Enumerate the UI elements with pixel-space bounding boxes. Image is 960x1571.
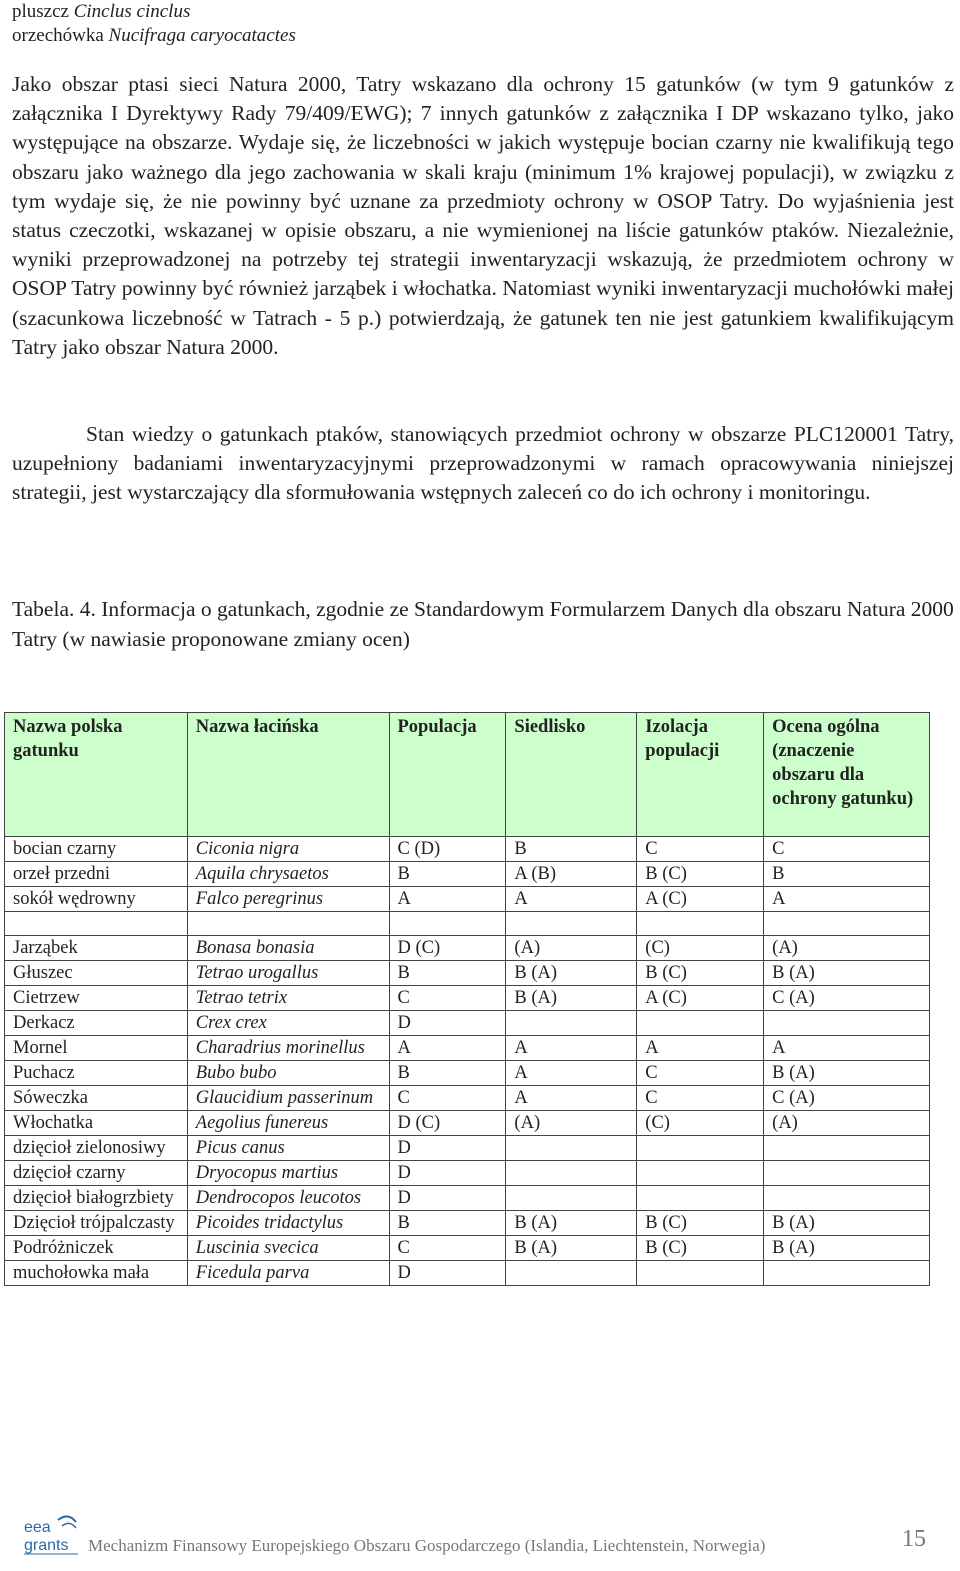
cell-latin-name: Bonasa bonasia	[187, 936, 389, 961]
cell-overall: C	[764, 837, 930, 862]
table-row	[5, 1186, 930, 1211]
cell-overall: A	[764, 1036, 930, 1061]
header-overall: Ocena ogólna (znaczenie obszaru dla ochrony gatunku)	[764, 713, 930, 837]
cell-latin-name: Ficedula parva	[187, 1261, 389, 1286]
cell-overall: B (A)	[764, 1211, 930, 1236]
species-table	[4, 712, 930, 1286]
cell-polish-name: bocian czarny	[5, 837, 188, 862]
cell-isolation	[637, 1161, 764, 1186]
table-row	[5, 1061, 930, 1086]
cell-overall	[764, 1261, 930, 1286]
cell-polish-name: muchołowka mała	[5, 1261, 188, 1286]
cell-population: D	[389, 1261, 506, 1286]
cell-latin-name: Falco peregrinus	[187, 887, 389, 912]
cell-habitat: A	[506, 1036, 637, 1061]
cell-isolation	[637, 1261, 764, 1286]
cell-habitat: A (B)	[506, 862, 637, 887]
cell-habitat: B (A)	[506, 961, 637, 986]
cell-latin-name: Luscinia svecica	[187, 1236, 389, 1261]
cell-isolation: A (C)	[637, 986, 764, 1011]
cell-population: C	[389, 1086, 506, 1111]
header-population: Populacja	[389, 713, 506, 837]
cell-isolation: (C)	[637, 936, 764, 961]
empty-cell	[5, 912, 188, 936]
empty-cell	[764, 912, 930, 936]
table-row	[5, 986, 930, 1011]
cell-habitat: (A)	[506, 936, 637, 961]
table-body	[5, 837, 930, 1286]
cell-isolation: C	[637, 1061, 764, 1086]
table-row	[5, 837, 930, 862]
table-row	[5, 1036, 930, 1061]
cell-population: B	[389, 961, 506, 986]
table-row	[5, 1161, 930, 1186]
cell-isolation: A (C)	[637, 887, 764, 912]
cell-population: B	[389, 862, 506, 887]
cell-overall: B (A)	[764, 1061, 930, 1086]
cell-polish-name: Sóweczka	[5, 1086, 188, 1111]
table-row	[5, 936, 930, 961]
cell-habitat: B (A)	[506, 1236, 637, 1261]
table-spacer-row	[5, 912, 930, 936]
cell-isolation: B (C)	[637, 1236, 764, 1261]
cell-habitat	[506, 1136, 637, 1161]
cell-overall: B (A)	[764, 1236, 930, 1261]
table-row	[5, 1261, 930, 1286]
cell-population: D (C)	[389, 936, 506, 961]
cell-population: C (D)	[389, 837, 506, 862]
cell-overall	[764, 1011, 930, 1036]
cell-polish-name: Cietrzew	[5, 986, 188, 1011]
table-row	[5, 1236, 930, 1261]
cell-population: D	[389, 1136, 506, 1161]
species-intro-list	[12, 0, 954, 48]
cell-habitat: B (A)	[506, 986, 637, 1011]
cell-polish-name: dzięcioł czarny	[5, 1161, 188, 1186]
empty-cell	[389, 912, 506, 936]
cell-latin-name: Bubo bubo	[187, 1061, 389, 1086]
cell-habitat	[506, 1261, 637, 1286]
species-line: pluszcz Cinclus cinclus	[12, 1, 191, 22]
cell-habitat	[506, 1186, 637, 1211]
logo-text-eea: eea	[24, 1519, 51, 1536]
header-latin-name: Nazwa łacińska	[187, 713, 389, 837]
cell-population: D (C)	[389, 1111, 506, 1136]
body-paragraph-2: Stan wiedzy o gatunkach ptaków, stanowiących przedmiot ochrony w obszarze PLC120001 Tatry, uzupełniony badaniami inwentaryzacyjnymi przeprowadzonymi w ramach opracowywania niniejszej strategii, jest wystarczający dla sformułowania wstępnych zaleceń co do ich ochrony i monitoringu.	[12, 422, 954, 505]
cell-population: B	[389, 1061, 506, 1086]
cell-isolation: C	[637, 1086, 764, 1111]
table-row	[5, 1111, 930, 1136]
cell-isolation: B (C)	[637, 1211, 764, 1236]
cell-isolation	[637, 1136, 764, 1161]
cell-overall: A	[764, 887, 930, 912]
cell-polish-name: Mornel	[5, 1036, 188, 1061]
empty-cell	[637, 912, 764, 936]
cell-isolation	[637, 1186, 764, 1211]
cell-polish-name: dzięcioł białogrzbiety	[5, 1186, 188, 1211]
cell-polish-name: Jarząbek	[5, 936, 188, 961]
cell-population: C	[389, 986, 506, 1011]
cell-latin-name: Aquila chrysaetos	[187, 862, 389, 887]
cell-latin-name: Aegolius funereus	[187, 1111, 389, 1136]
table-row	[5, 1086, 930, 1111]
table-row	[5, 862, 930, 887]
cell-latin-name: Ciconia nigra	[187, 837, 389, 862]
cell-habitat: A	[506, 887, 637, 912]
cell-habitat: A	[506, 1086, 637, 1111]
cell-latin-name: Crex crex	[187, 1011, 389, 1036]
cell-latin-name: Glaucidium passerinum	[187, 1086, 389, 1111]
cell-polish-name: Głuszec	[5, 961, 188, 986]
cell-polish-name: orzeł przedni	[5, 862, 188, 887]
cell-habitat: (A)	[506, 1111, 637, 1136]
cell-isolation: A	[637, 1036, 764, 1061]
cell-overall: (A)	[764, 936, 930, 961]
cell-latin-name: Picus canus	[187, 1136, 389, 1161]
body-paragraph-1: Jako obszar ptasi sieci Natura 2000, Tatry wskazano dla ochrony 15 gatunków (w tym 9 gatunków z załącznika I Dyrektywy Rady 79/409/EWG); 7 innych gatunków z załącznika I DP wskazano tylko, jako występujące na obszarze. Wydaje się, że liczebności w jakich występuje bocian czarny nie kwalifikują tego obszaru jako ważnego dla jego zachowania w skali kraju (minimum 1% krajowej populacji), w związku z tym wydaje się, że nie powinny być uznane za przedmioty ochrony w OSOP Tatry. Do wyjaśnienia jest status czeczotki, wskazanej w opisie obszaru, a nie wymienionej na liście gatunków ptaków. Niezależnie, wyniki przeprowadzonej na potrzeby tej strategii inwentaryzacji wskazują, że przedmiotem ochrony w OSOP Tatry powinny być również jarząbek i włochatka. Natomiast wyniki inwentaryzacji muchołówki małej (szacunkowa liczebność w Tatrach - 5 p.) potwierdzają, że gatunek ten nie jest gatunkiem kwalifikującym Tatry jako obszar Natura 2000.	[12, 72, 954, 359]
footer-text: Mechanizm Finansowy Europejskiego Obszaru Gospodarczego (Islandia, Liechtenstein, Norwegia)	[88, 1536, 766, 1555]
cell-habitat	[506, 1161, 637, 1186]
empty-cell	[506, 912, 637, 936]
cell-overall: (A)	[764, 1111, 930, 1136]
table-row	[5, 961, 930, 986]
header-habitat: Siedlisko	[506, 713, 637, 837]
cell-habitat	[506, 1011, 637, 1036]
cell-latin-name: Dryocopus martius	[187, 1161, 389, 1186]
table-caption: Tabela. 4. Informacja o gatunkach, zgodnie ze Standardowym Formularzem Danych dla obszaru Natura 2000 Tatry (w nawiasie proponowane zmiany ocen)	[12, 597, 954, 651]
table-row	[5, 887, 930, 912]
cell-polish-name: Puchacz	[5, 1061, 188, 1086]
cell-habitat: B (A)	[506, 1211, 637, 1236]
cell-overall: C (A)	[764, 1086, 930, 1111]
cell-isolation: B (C)	[637, 961, 764, 986]
logo-text-grants: grants	[24, 1537, 69, 1554]
cell-population: D	[389, 1161, 506, 1186]
cell-latin-name: Picoides tridactylus	[187, 1211, 389, 1236]
cell-latin-name: Charadrius morinellus	[187, 1036, 389, 1061]
page-number: 15	[902, 1526, 926, 1552]
cell-polish-name: dzięcioł zielonosiwy	[5, 1136, 188, 1161]
cell-overall	[764, 1136, 930, 1161]
cell-polish-name: Podróżniczek	[5, 1236, 188, 1261]
cell-overall: B (A)	[764, 961, 930, 986]
cell-population: D	[389, 1011, 506, 1036]
cell-isolation: B (C)	[637, 862, 764, 887]
cell-isolation: C	[637, 837, 764, 862]
cell-latin-name: Tetrao urogallus	[187, 961, 389, 986]
cell-population: B	[389, 1211, 506, 1236]
cell-polish-name: Derkacz	[5, 1011, 188, 1036]
header-polish-name: Nazwa polska gatunku	[5, 713, 188, 837]
eea-grants-logo	[22, 1512, 82, 1558]
cell-overall	[764, 1161, 930, 1186]
table-row	[5, 1136, 930, 1161]
cell-isolation: (C)	[637, 1111, 764, 1136]
species-line: orzechówka Nucifraga caryocatactes	[12, 25, 296, 46]
cell-overall: C (A)	[764, 986, 930, 1011]
cell-habitat: B	[506, 837, 637, 862]
cell-polish-name: sokół wędrowny	[5, 887, 188, 912]
cell-habitat: A	[506, 1061, 637, 1086]
cell-isolation	[637, 1011, 764, 1036]
header-isolation: Izolacja populacji	[637, 713, 764, 837]
page-footer	[0, 1510, 960, 1570]
cell-population: A	[389, 887, 506, 912]
cell-latin-name: Dendrocopos leucotos	[187, 1186, 389, 1211]
table-header-row	[5, 713, 930, 837]
cell-polish-name: Włochatka	[5, 1111, 188, 1136]
cell-latin-name: Tetrao tetrix	[187, 986, 389, 1011]
cell-population: D	[389, 1186, 506, 1211]
empty-cell	[187, 912, 389, 936]
table-row	[5, 1211, 930, 1236]
cell-overall	[764, 1186, 930, 1211]
cell-polish-name: Dzięcioł trójpalczasty	[5, 1211, 188, 1236]
cell-population: A	[389, 1036, 506, 1061]
cell-population: C	[389, 1236, 506, 1261]
table-row	[5, 1011, 930, 1036]
cell-overall: B	[764, 862, 930, 887]
